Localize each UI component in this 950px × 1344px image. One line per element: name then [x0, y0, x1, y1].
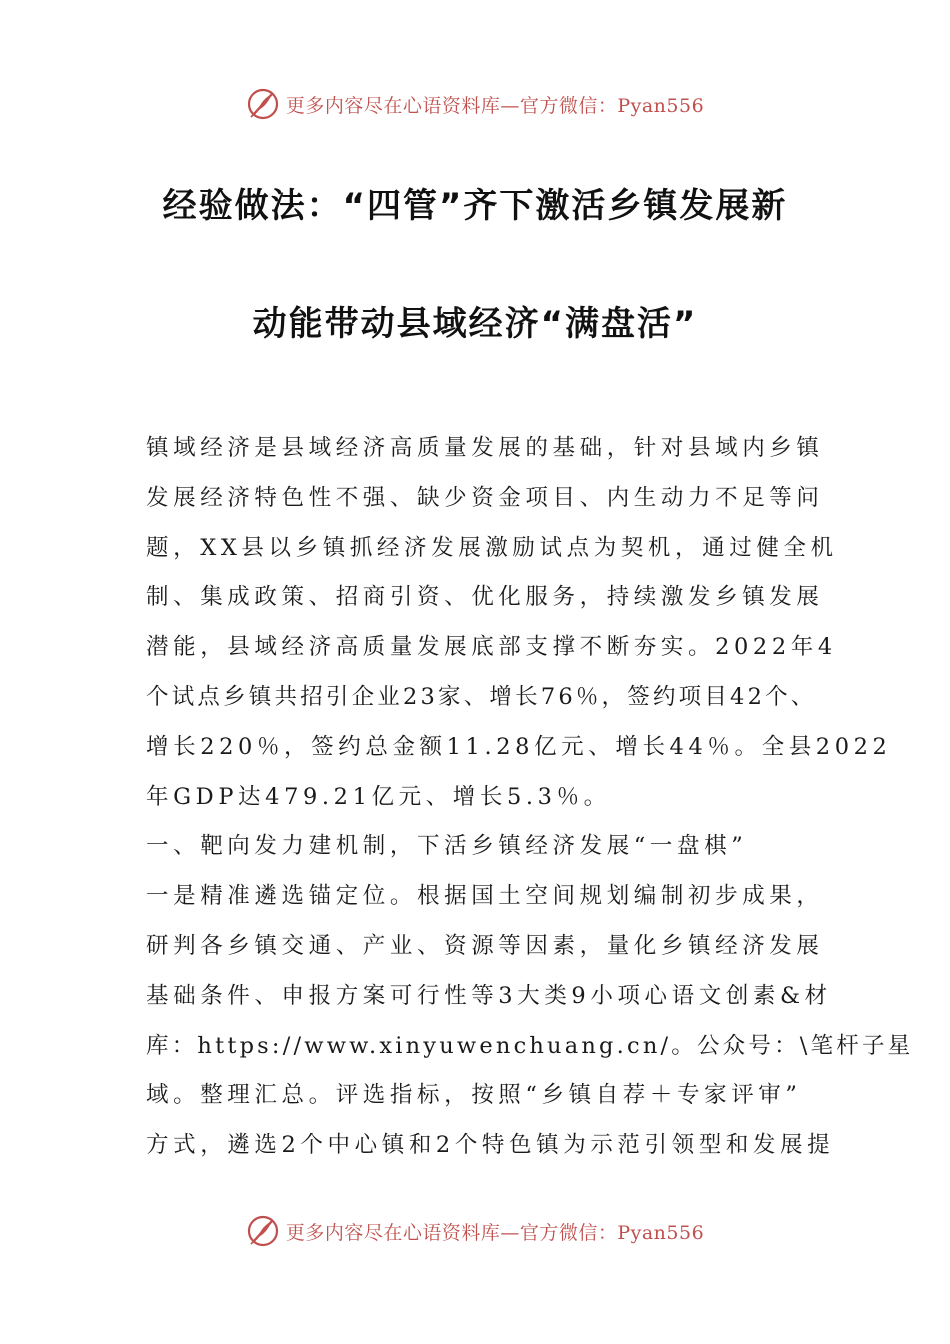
header-watermark-banner: [0, 84, 950, 124]
document-body: [146, 424, 914, 1171]
body-line: 潜能，县域经济高质量发展底部支撑不断夯实。2022年4: [146, 634, 837, 661]
body-line: 域。整理汇总。评选指标，按照“乡镇自荐＋专家评审”: [146, 1082, 802, 1109]
body-line: 方式，遴选2个中心镇和2个特色镇为示范引领型和发展提: [146, 1132, 835, 1159]
footer-watermark-text: 更多内容尽在心语资料库—官方微信：Pyan556: [285, 1221, 705, 1244]
body-line: 年GDP达479.21亿元、增长5.3％。: [146, 783, 611, 810]
footer-watermark-banner: [0, 1211, 950, 1251]
body-line: 库：https://www.xinyuwenchuang.cn/。公众号：\笔杆子星: [146, 1032, 914, 1059]
body-line: 发展经济特色性不强、缺少资金项目、内生动力不足等问: [146, 484, 824, 511]
document-title-line-2: 动能带动县域经济“满盘活”: [252, 304, 698, 344]
header-watermark-text: 更多内容尽在心语资料库—官方微信：Pyan556: [285, 94, 705, 117]
body-line: 一是精准遴选锚定位。根据国土空间规划编制初步成果，: [146, 883, 824, 910]
quill-logo-icon: [246, 1214, 280, 1248]
quill-logo-icon: [246, 87, 280, 121]
body-line: 研判各乡镇交通、产业、资源等因素，量化乡镇经济发展: [146, 932, 824, 959]
body-line: 题，XX县以乡镇抓经济发展激励试点为契机，通过健全机: [146, 534, 838, 561]
body-line: 基础条件、申报方案可行性等3大类9小项心语文创素&材: [146, 982, 832, 1009]
document-title-line-1: 经验做法：“四管”齐下激活乡镇发展新: [162, 186, 788, 226]
body-line: 镇域经济是县域经济高质量发展的基础，针对县域内乡镇: [146, 435, 824, 461]
body-line: 增长220％，签约总金额11.28亿元、增长44％。全县2022: [146, 733, 892, 760]
body-line: 个试点乡镇共招引企业23家、增长76％，签约项目42个、: [146, 683, 817, 710]
section-heading: 一、靶向发力建机制，下活乡镇经济发展“一盘棋”: [146, 833, 748, 860]
body-line: 制、集成政策、招商引资、优化服务，持续激发乡镇发展: [146, 584, 824, 611]
